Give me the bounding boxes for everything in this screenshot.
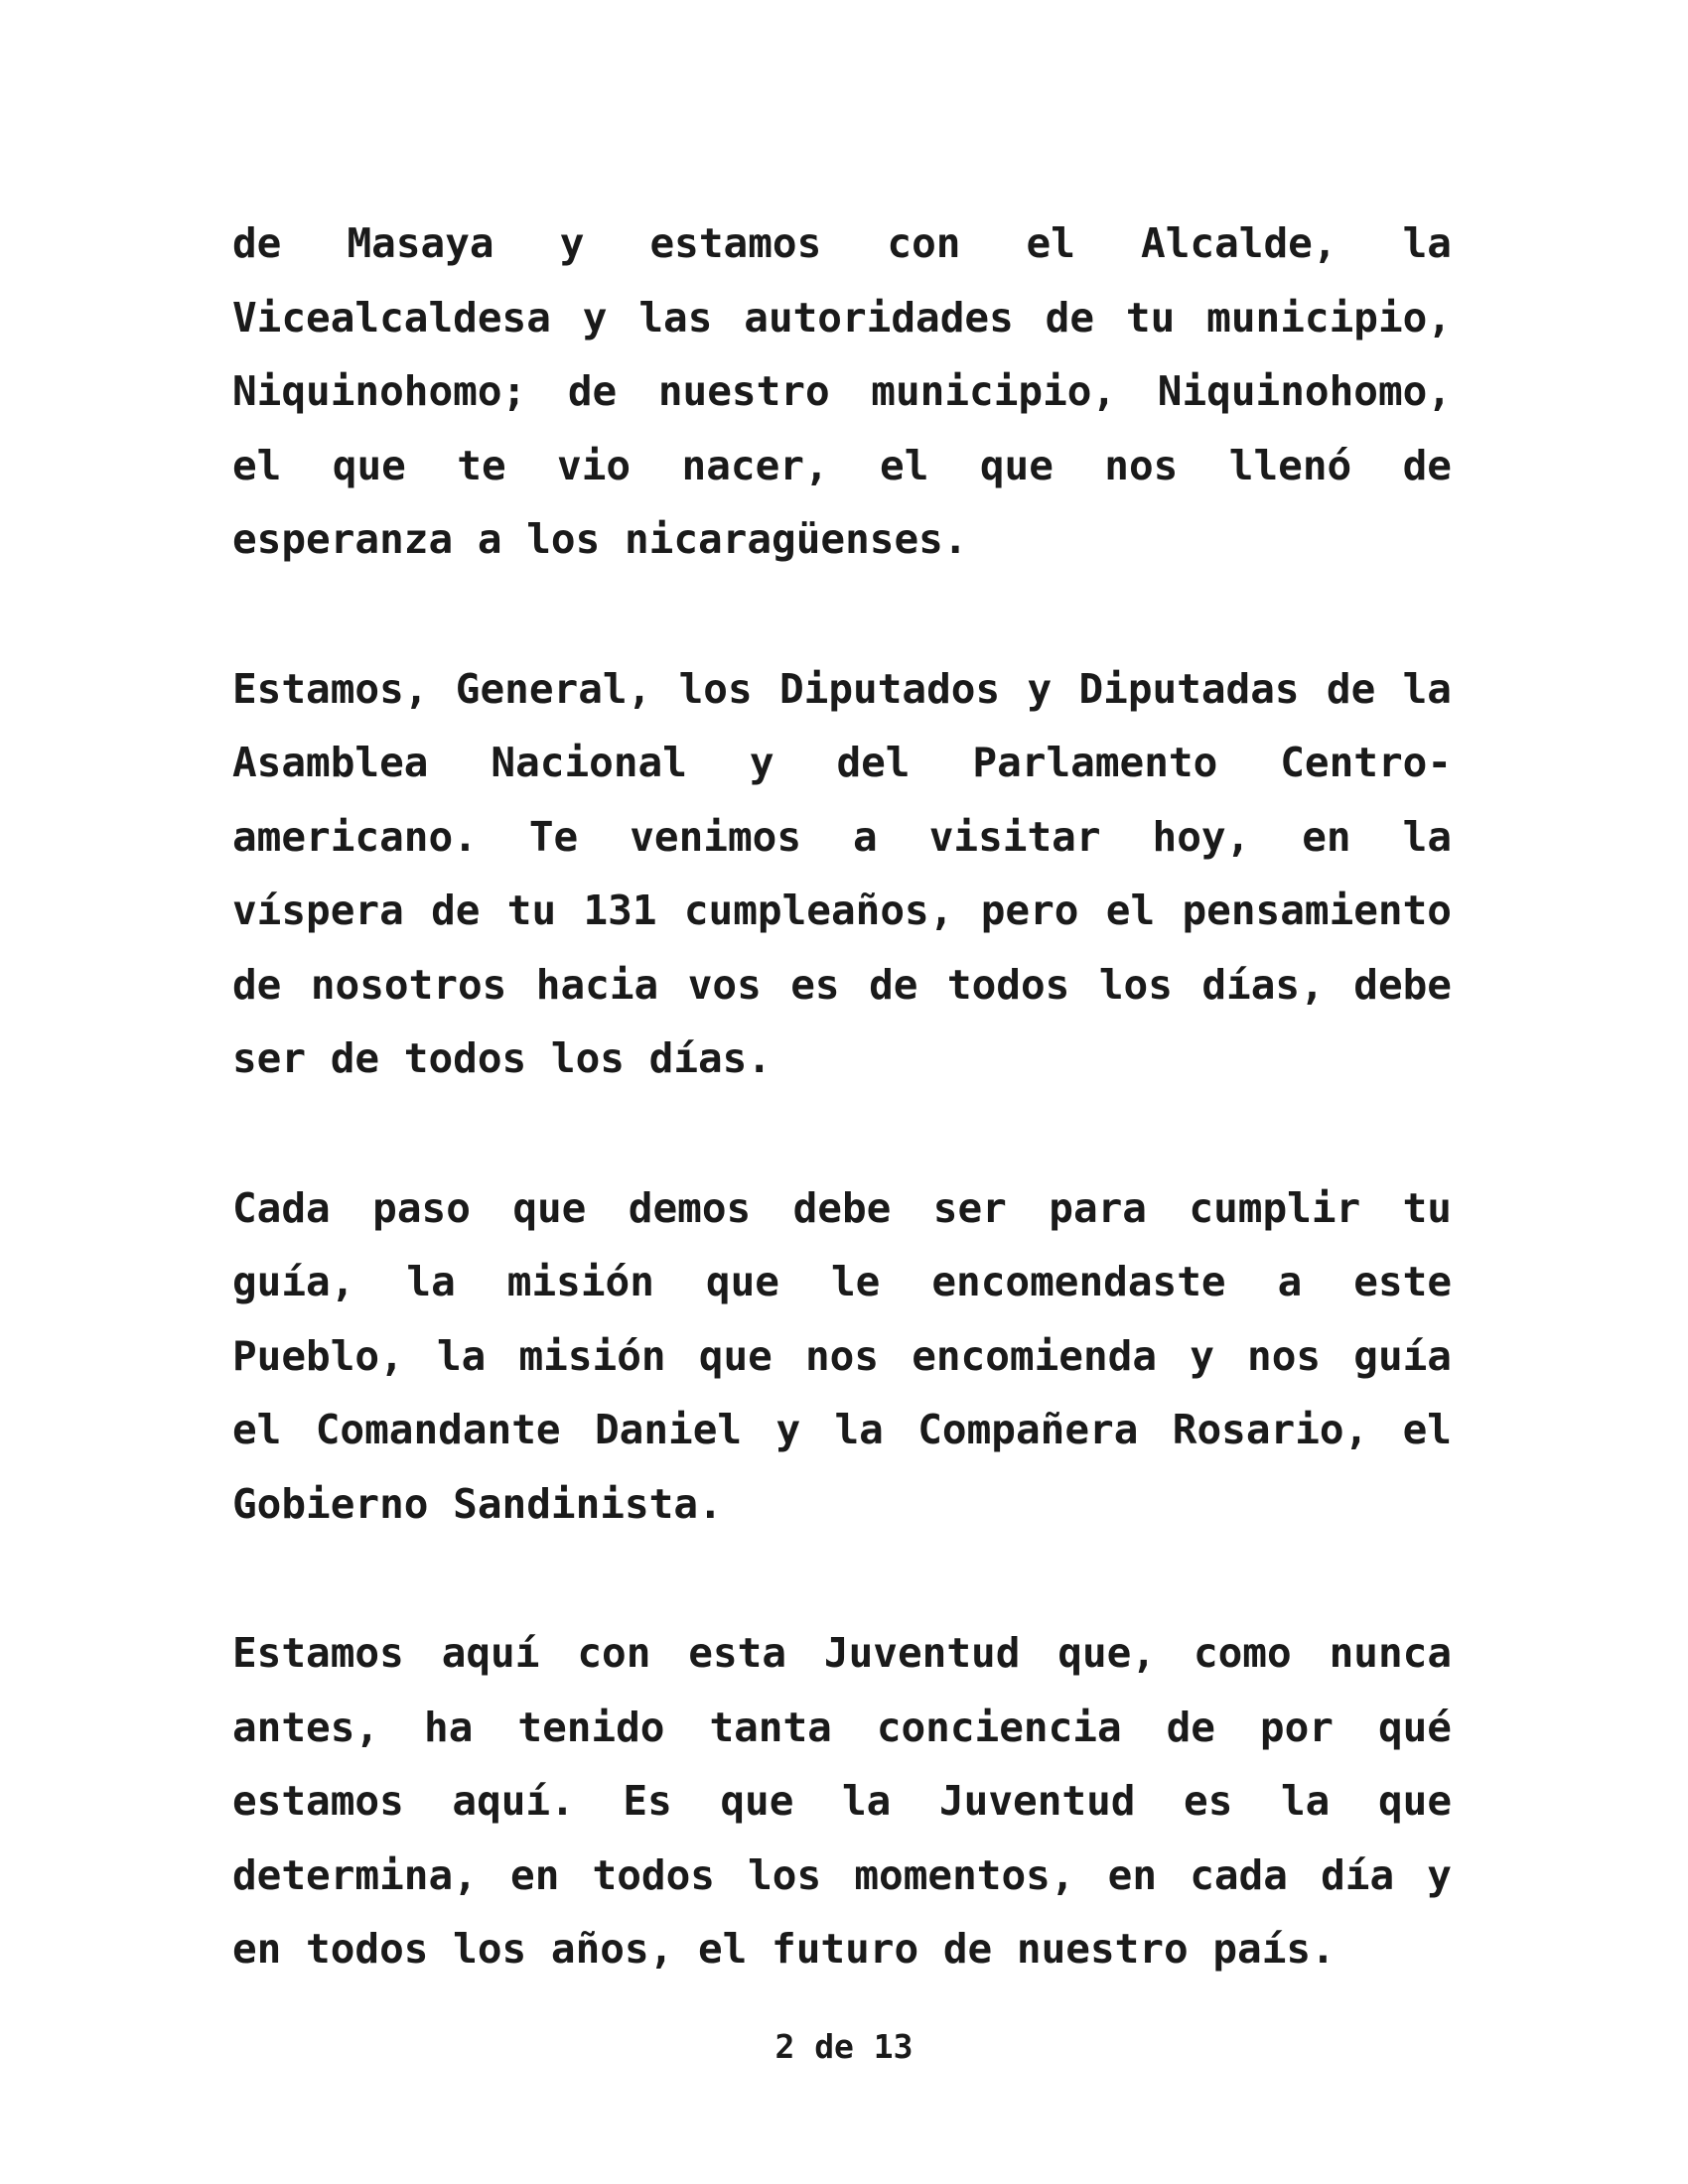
document-body <box>232 206 1452 1986</box>
page-number: 2 de 13 <box>774 2027 914 2066</box>
paragraph-3: Cada paso que demos debe ser para cumplir tu guía, la misión que le encomendaste a este Pueblo, la misión que nos encomienda y nos guía el Comandante Daniel y la Compañera Rosario, el Gobierno Sandinista. <box>232 1183 1452 1528</box>
paragraph-2: Estamos, General, los Diputados y Diputadas de la Asamblea Nacional y del Parlamento Centro-americano. Te venimos a visitar hoy, en la víspera de tu 131 cumpleaños, pero el pensamiento de nosotros hacia vos es de todos los días, debe ser de todos los días. <box>232 664 1452 1082</box>
paragraph-4: Estamos aquí con esta Juventud que, como nunca antes, ha tenido tanta conciencia de por qué estamos aquí. Es que la Juventud es la que determina, en todos los momentos, en cada día y en todos los años, el futuro de nuestro país. <box>232 1629 1452 1973</box>
paragraph-1: de Masaya y estamos con el Alcalde, la Vicealcaldesa y las autoridades de tu municipio, Niquinohomo; de nuestro municipio, Niquinohomo, el que te vio nacer, el que nos llenó de esperanza a los nicaragüenses. <box>232 219 1452 563</box>
